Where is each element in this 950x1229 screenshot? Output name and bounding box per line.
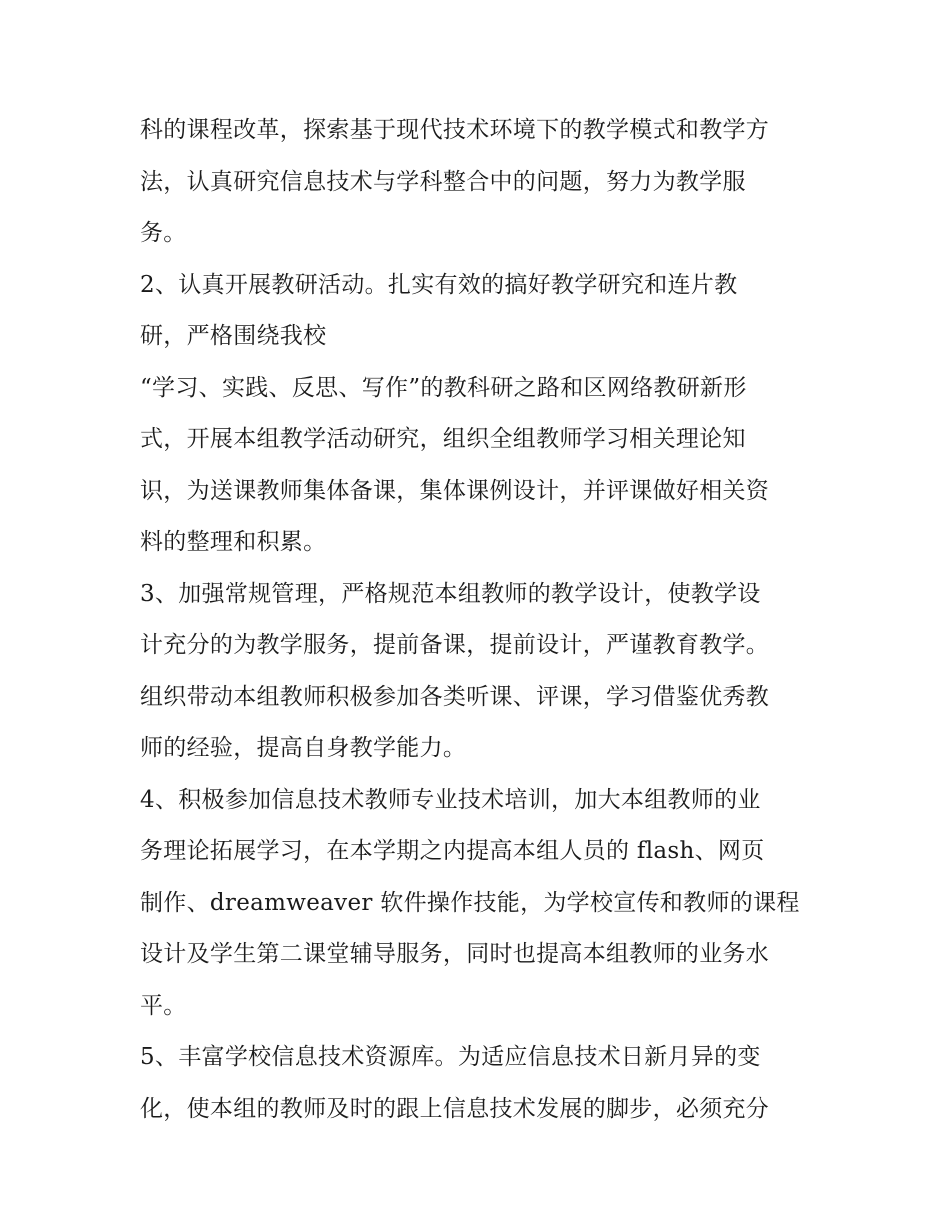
text-line: 组织带动本组教师积极参加各类听课、评课，学习借鉴优秀教	[140, 683, 770, 710]
text-line: 科的课程改革，探索基于现代技术环境下的教学模式和教学方	[140, 117, 770, 143]
text-line: 法，认真研究信息技术与学科整合中的问题，努力为教学服	[140, 168, 746, 195]
text-line: 式，开展本组教学活动研究，组织全组教师学习相关理论知	[140, 426, 746, 452]
text-line: 平。	[140, 992, 187, 1019]
body-text	[140, 105, 820, 1135]
text-line: 料的整理和积累。	[140, 529, 327, 555]
text-line: 设计及学生第二课堂辅导服务，同时也提高本组教师的业务水	[140, 941, 770, 967]
text-line: 识，为送课教师集体备课，集体课例设计，并评课做好相关资	[140, 477, 770, 504]
text-line: 4、积极参加信息技术教师专业技术培训，加大本组教师的业	[140, 786, 761, 813]
text-line: 务。	[140, 220, 187, 246]
text-line: 5、丰富学校信息技术资源库。为适应信息技术日新月异的变	[140, 1044, 761, 1070]
text-line: 师的经验，提高自身教学能力。	[140, 735, 467, 761]
text-line: 制作、dreamweaver 软件操作技能，为学校宣传和教师的课程	[140, 889, 800, 916]
text-line: 2、认真开展教研活动。扎实有效的搞好教学研究和连片教	[140, 271, 738, 298]
text-line: 务理论拓展学习，在本学期之内提高本组人员的 flash、网页	[140, 838, 765, 864]
text-line: 化，使本组的教师及时的跟上信息技术发展的脚步，必须充分	[140, 1095, 770, 1122]
text-line: 3、加强常规管理，严格规范本组教师的教学设计，使教学设	[140, 580, 761, 607]
text-line: 计充分的为教学服务，提前备课，提前设计，严谨教育教学。	[140, 632, 770, 658]
text-line: “学习、实践、反思、写作”的教科研之路和区网络教研新形	[140, 374, 747, 401]
text-line: 研，严格围绕我校	[140, 323, 327, 349]
